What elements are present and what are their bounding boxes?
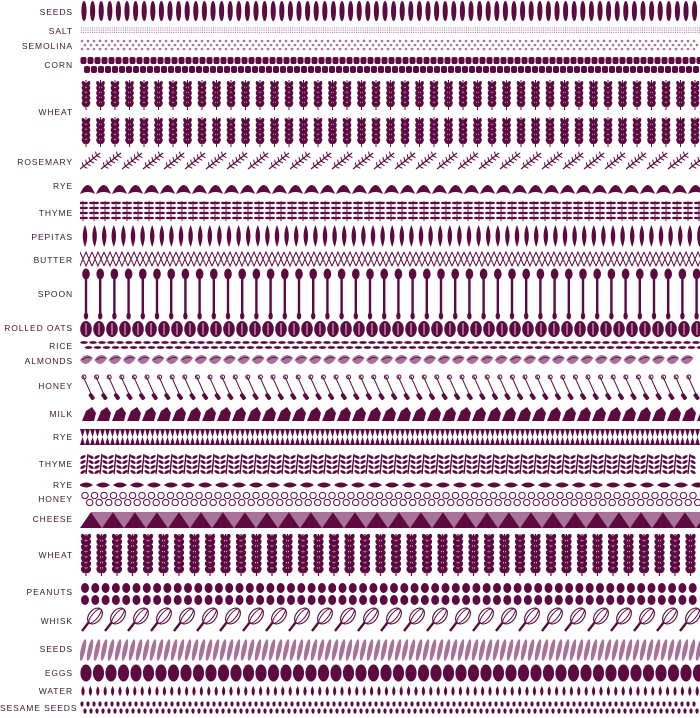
row-label: THYME: [38, 459, 73, 469]
honey-dipper-icon-band: [80, 374, 700, 402]
row-label: SPOON: [37, 289, 73, 299]
row-label: SALT: [48, 26, 73, 36]
pattern-row: [0, 403, 700, 423]
pattern-row: [0, 78, 700, 148]
row-label: PEPITAS: [31, 232, 73, 242]
milk-carton-icon-band: [80, 403, 700, 423]
row-label: CORN: [44, 60, 73, 70]
pattern-row: [0, 150, 700, 172]
row-label: ALMONDS: [24, 356, 73, 366]
row-label: SEEDS: [39, 644, 73, 654]
pattern-row: [0, 320, 700, 338]
pattern-row: [0, 224, 700, 248]
row-label: BUTTER: [33, 255, 73, 265]
honeycomb-icon-band: [80, 492, 700, 506]
pattern-row: [0, 351, 700, 369]
row-label: CHEESE: [32, 514, 73, 524]
row-label: RYE: [52, 181, 73, 191]
row-label: WHEAT: [38, 107, 73, 117]
almond-icon-band: [80, 351, 700, 369]
pattern-row: [0, 606, 700, 634]
row-label: RICE: [49, 341, 73, 351]
semolina-dots-icon-band: [80, 38, 700, 52]
row-label: ROSEMARY: [17, 157, 73, 167]
pattern-row: [0, 0, 700, 22]
spoon-icon-band: [80, 268, 700, 320]
rye-stalk-icon-band: [80, 428, 700, 446]
row-label: RYE: [52, 432, 73, 442]
thyme-leaf-icon-band: [80, 452, 700, 476]
thyme-sprig-icon-band: [80, 200, 700, 222]
rolled-oat-icon-band: [80, 320, 700, 338]
row-label: WHEAT: [38, 550, 73, 560]
pattern-row: [0, 250, 700, 268]
row-label: SEEDS: [39, 7, 73, 17]
rice-grain-icon-band: [80, 340, 700, 350]
whisk-icon-band: [80, 606, 700, 634]
pattern-row: [0, 200, 700, 222]
pattern-row: [0, 664, 700, 682]
pattern-row: [0, 374, 700, 402]
row-label: ROLLED OATS: [4, 323, 73, 333]
pattern-row: [0, 492, 700, 506]
pattern-row: [0, 452, 700, 476]
pattern-row: [0, 638, 700, 662]
pattern-row: [0, 26, 700, 34]
row-label: SEMOLINA: [21, 41, 73, 51]
wheat-ear-icon-band: [80, 78, 700, 148]
rosemary-sprig-icon-band: [80, 150, 700, 172]
row-label: THYME: [38, 208, 73, 218]
pattern-row: [0, 511, 700, 529]
row-label: SESAME SEEDS: [0, 703, 78, 713]
pattern-row: [0, 56, 700, 74]
butter-lattice-icon-band: [80, 250, 700, 268]
seed-icon-band: [80, 0, 700, 22]
cheese-wedge-icon-band: [80, 511, 700, 529]
pattern-row: [0, 701, 700, 715]
corn-kernel-icon-band: [80, 56, 700, 74]
sesame-seed-icon-band: [80, 701, 700, 715]
seed-pod-icon-band: [80, 638, 700, 662]
row-label: WHISK: [40, 616, 73, 626]
pepita-icon-band: [80, 224, 700, 248]
peanut-icon-band: [80, 582, 700, 606]
water-drop-icon-band: [80, 685, 700, 697]
pattern-row: [0, 176, 700, 196]
egg-icon-band: [80, 664, 700, 682]
row-label: HONEY: [38, 381, 73, 391]
rye-leaf-icon-band: [80, 176, 700, 196]
pattern-row: [0, 480, 700, 490]
pattern-row: [0, 685, 700, 697]
pattern-row: [0, 532, 700, 578]
pattern-row: [0, 428, 700, 446]
row-label: RYE: [52, 480, 73, 490]
pattern-row: [0, 38, 700, 52]
pattern-row: [0, 582, 700, 606]
row-label: WATER: [38, 686, 73, 696]
pattern-row: [0, 340, 700, 350]
wheat-stalk-icon-band: [80, 532, 700, 578]
row-label: MILK: [49, 409, 73, 419]
rye-wave-icon-band: [80, 480, 700, 490]
row-label: PEANUTS: [26, 587, 73, 597]
row-label: HONEY: [38, 494, 73, 504]
salt-dots-icon-band: [80, 26, 700, 34]
row-label: EGGS: [44, 668, 73, 678]
pattern-row: [0, 268, 700, 320]
